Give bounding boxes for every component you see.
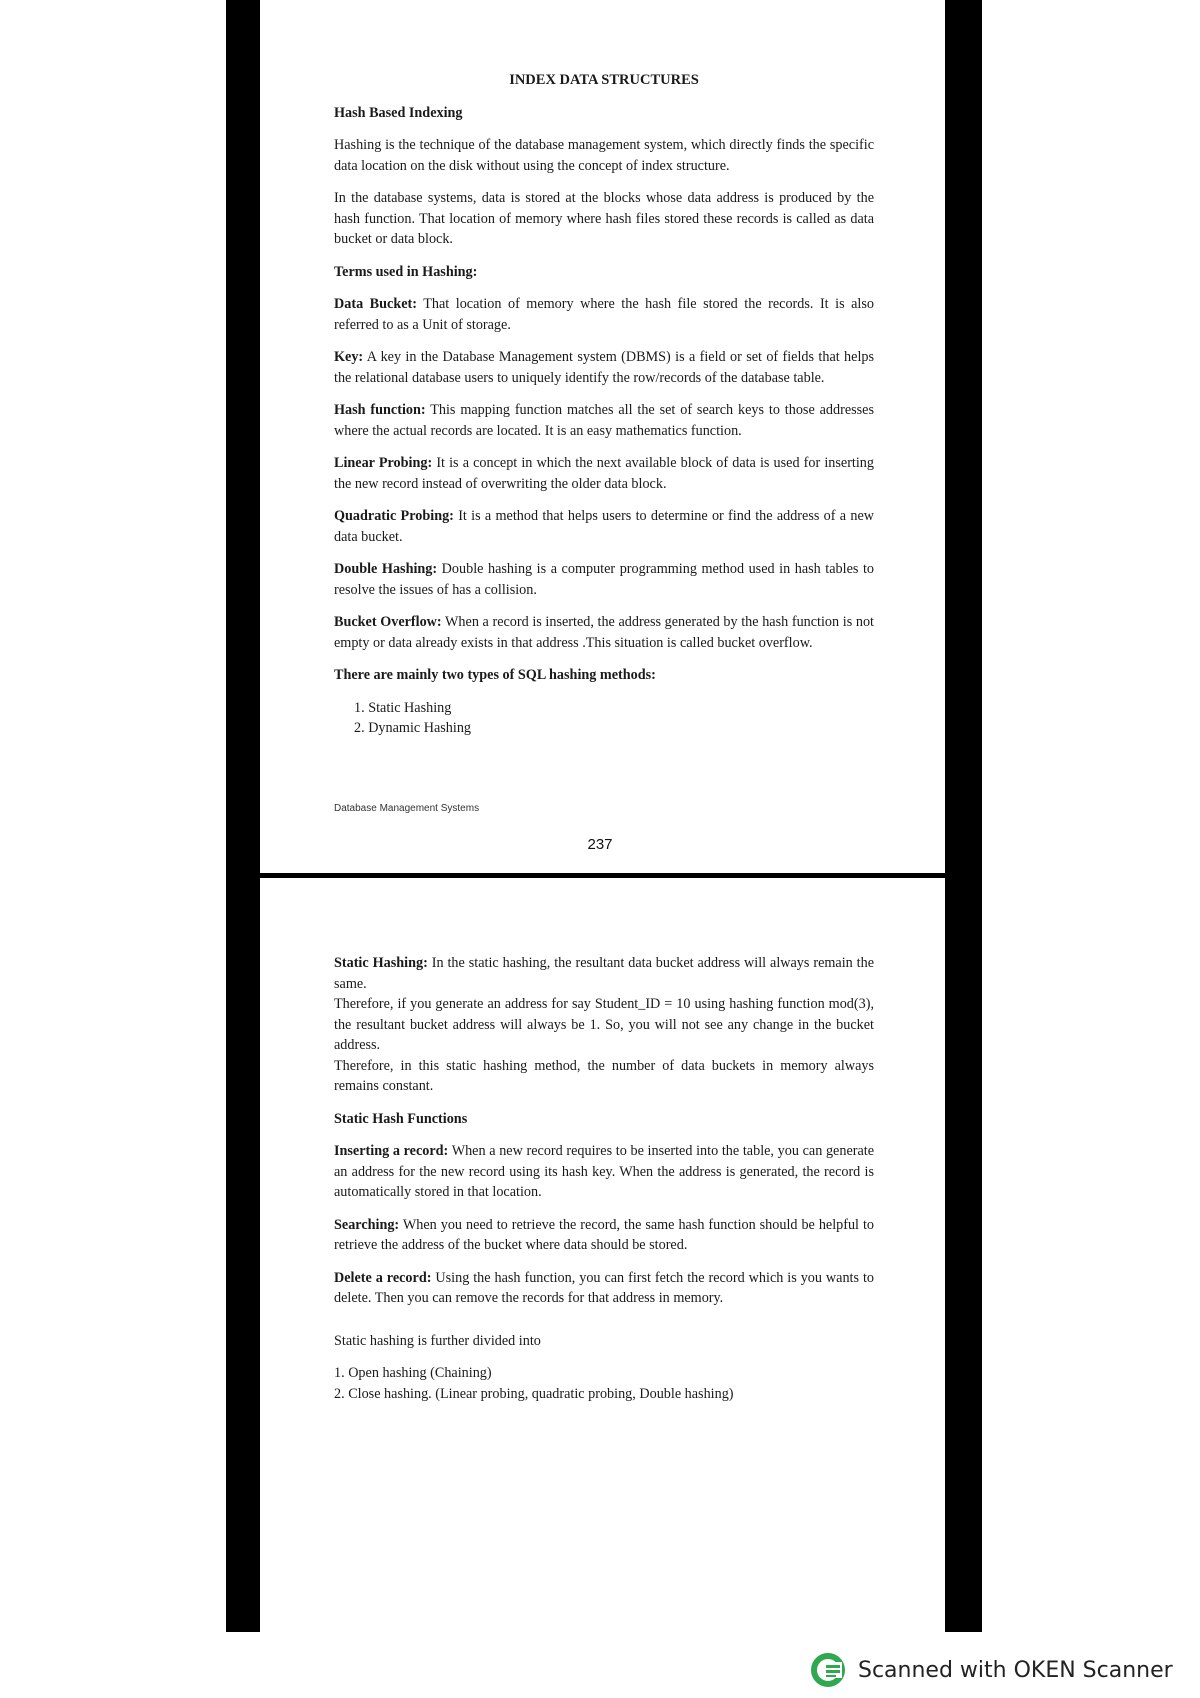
term-definition: [334, 506, 874, 547]
term-label: Key:: [334, 349, 364, 365]
term-label: Double Hashing:: [334, 561, 438, 577]
term-label: Hash function:: [334, 402, 426, 418]
term-text: Double hashing is a computer programming method used in hash tables to resolve the issues of has a collision.: [334, 561, 874, 598]
term-text: That location of memory where the hash file stored the records. It is also referred to as a Unit of storage.: [334, 296, 874, 333]
page-1-content: [334, 70, 874, 739]
page-divider: [260, 873, 945, 878]
function-definition: [334, 1215, 874, 1256]
term-definition: [334, 347, 874, 388]
page-title: INDEX DATA STRUCTURES: [509, 72, 699, 88]
term-label: Delete a record:: [334, 1269, 432, 1286]
term-definition: [334, 559, 874, 600]
watermark-text: Scanned with OKEN Scanner: [858, 1657, 1173, 1683]
static-hashing-example: Therefore, if you generate an address for say Student_ID = 10 using hashing function mod(3), the resultant bucket address will always be 1. So, you will not see any change in the bucket address.: [334, 996, 874, 1053]
section-heading: Hash Based Indexing: [334, 104, 463, 121]
scan-border-left: [226, 0, 260, 1632]
term-text: When you need to retrieve the record, the same hash function should be helpful to retrieve the address of the bucket where data should be stored.: [334, 1216, 875, 1253]
term-label: Inserting a record:: [334, 1143, 449, 1159]
divided-item: 1. Open hashing (Chaining): [334, 1365, 492, 1381]
term-label: Data Bucket:: [334, 296, 417, 312]
term-definition: [334, 400, 874, 441]
divided-intro: Static hashing is further divided into: [334, 1332, 541, 1349]
page-2-content: [334, 953, 874, 1404]
term-label: Searching:: [334, 1216, 400, 1233]
term-definition: [334, 453, 874, 494]
divided-item: 2. Close hashing. (Linear probing, quadratic probing, Double hashing): [334, 1385, 734, 1402]
term-text: This mapping function matches all the set of search keys to those addresses where the actual records are located. It is an easy mathematics function.: [334, 402, 874, 439]
function-definition: [334, 1268, 874, 1309]
term-label: Linear Probing:: [334, 455, 433, 471]
page-number: 237: [587, 836, 613, 853]
list-item: 1. Static Hashing: [354, 699, 452, 716]
function-definition: [334, 1141, 874, 1203]
intro-paragraph: In the database systems, data is stored at the blocks whose data address is produced by the hash function. That location of memory where hash files stored these records is called as data bucket or data block.: [334, 190, 874, 247]
term-label: Bucket Overflow:: [334, 614, 442, 630]
term-text: It is a method that helps users to determine or find the address of a new data bucket.: [334, 508, 874, 545]
static-hashing-paragraph: [334, 953, 874, 994]
term-text: When a record is inserted, the address generated by the hash function is not empty or data already exists in that address .This situation is called bucket overflow.: [334, 614, 874, 651]
oken-scanner-logo-icon: [810, 1652, 846, 1688]
static-hashing-constant: Therefore, in this static hashing method, the number of data buckets in memory always remains constant.: [334, 1057, 874, 1094]
term-definition: [334, 294, 874, 335]
term-definition: [334, 612, 874, 653]
list-item: 2. Dynamic Hashing: [354, 720, 472, 736]
footer-label: Database Management Systems: [334, 803, 480, 814]
functions-heading: Static Hash Functions: [334, 1110, 468, 1127]
methods-heading: There are mainly two types of SQL hashing methods:: [334, 667, 656, 683]
term-text: Using the hash function, you can first fetch the record which is you wants to delete. Then you can remove the records for that address in memory.: [334, 1269, 874, 1306]
term-text: In the static hashing, the resultant data bucket address will always remain the same.: [334, 955, 874, 992]
term-text: It is a concept in which the next available block of data is used for inserting the new record instead of overwriting the older data block.: [334, 455, 874, 492]
scanner-watermark: [810, 1652, 1173, 1688]
methods-list: [334, 698, 874, 739]
scan-border-right: [945, 0, 982, 1632]
term-label: Quadratic Probing:: [334, 508, 454, 524]
term-text: A key in the Database Management system (DBMS) is a field or set of fields that helps the relational database users to uniquely identify the row/records of the database table.: [334, 349, 875, 386]
term-label: Static Hashing:: [334, 955, 428, 971]
term-text: When a new record requires to be inserted into the table, you can generate an address for the new record using its hash key. When the address is generated, the record is automatically stored in that location.: [334, 1143, 875, 1200]
intro-paragraph: Hashing is the technique of the database management system, which directly finds the specific data location on the disk without using the concept of index structure.: [334, 137, 874, 174]
terms-heading: Terms used in Hashing:: [334, 263, 478, 280]
